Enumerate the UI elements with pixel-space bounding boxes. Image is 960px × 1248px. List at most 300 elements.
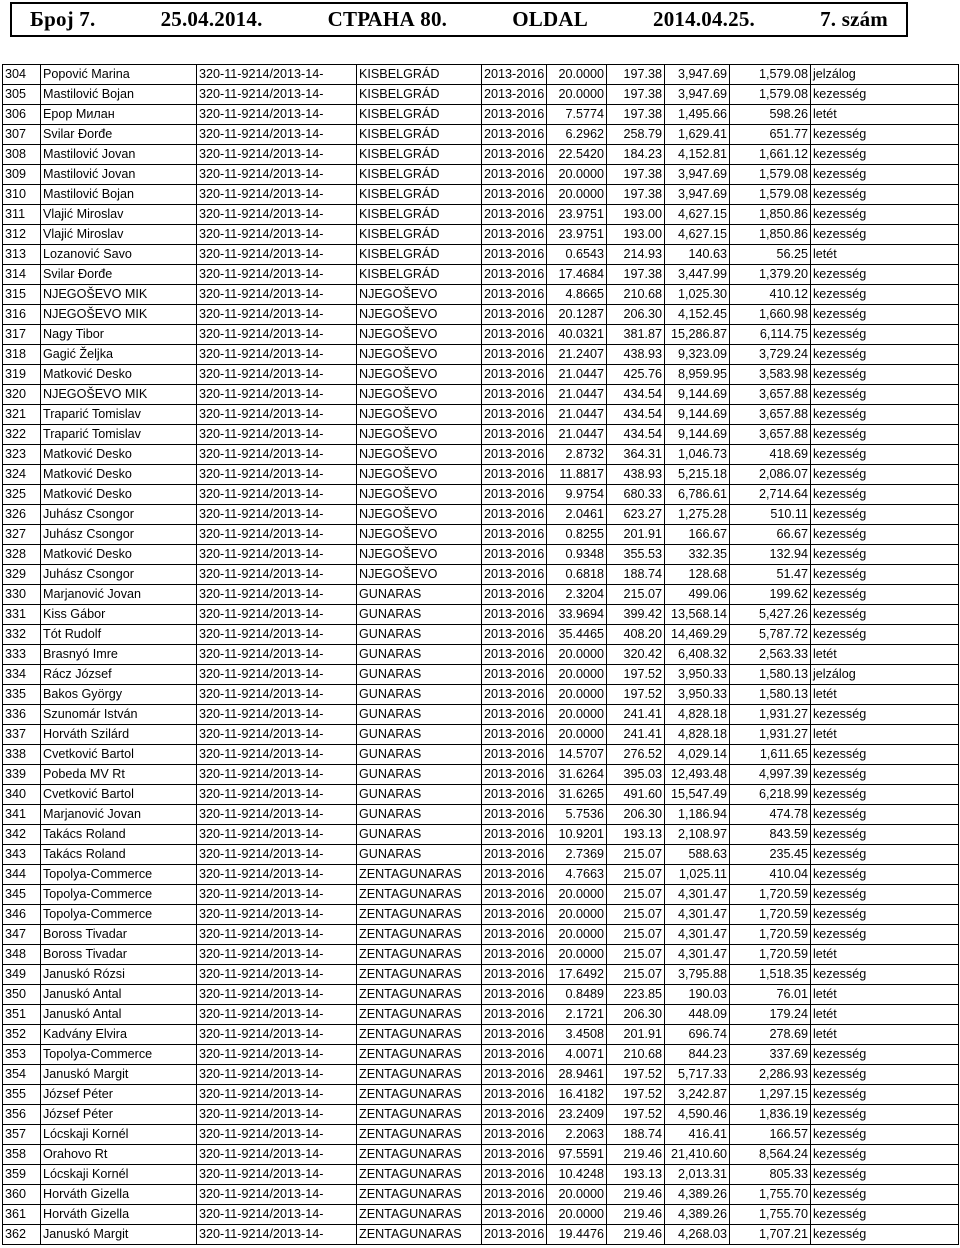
cadastral-area: ZENTAGUNARAS bbox=[357, 1085, 482, 1105]
owner-name: Matković Desko bbox=[41, 445, 197, 465]
case-number: 320-11-9214/2013-14- bbox=[197, 1225, 357, 1245]
deposit-amount: 66.67 bbox=[730, 525, 811, 545]
owner-name: Matković Desko bbox=[41, 465, 197, 485]
case-number: 320-11-9214/2013-14- bbox=[197, 485, 357, 505]
total-amount: 2,013.31 bbox=[665, 1165, 730, 1185]
lease-period: 2013-2016 bbox=[482, 1105, 547, 1125]
owner-name: Takács Roland bbox=[41, 825, 197, 845]
row-number: 349 bbox=[3, 965, 41, 985]
row-number: 339 bbox=[3, 765, 41, 785]
owner-name: Ерор Милан bbox=[41, 105, 197, 125]
cadastral-area: ZENTAGUNARAS bbox=[357, 1045, 482, 1065]
case-number: 320-11-9214/2013-14- bbox=[197, 1205, 357, 1225]
lease-period: 2013-2016 bbox=[482, 665, 547, 685]
area-value: 40.0321 bbox=[547, 325, 607, 345]
cadastral-area: NJEGOŠEVO bbox=[357, 325, 482, 345]
row-number: 357 bbox=[3, 1125, 41, 1145]
area-value: 2.0461 bbox=[547, 505, 607, 525]
guarantee-type: letét bbox=[811, 725, 959, 745]
row-number: 360 bbox=[3, 1185, 41, 1205]
table-row bbox=[3, 65, 959, 85]
area-value: 2.3204 bbox=[547, 585, 607, 605]
deposit-amount: 166.57 bbox=[730, 1125, 811, 1145]
case-number: 320-11-9214/2013-14- bbox=[197, 985, 357, 1005]
area-value: 2.8732 bbox=[547, 445, 607, 465]
guarantee-type: kezesség bbox=[811, 445, 959, 465]
total-amount: 15,547.49 bbox=[665, 785, 730, 805]
unit-price: 197.52 bbox=[607, 1105, 665, 1125]
table-row bbox=[3, 1125, 959, 1145]
case-number: 320-11-9214/2013-14- bbox=[197, 1065, 357, 1085]
total-amount: 5,215.18 bbox=[665, 465, 730, 485]
owner-name: Matković Desko bbox=[41, 545, 197, 565]
owner-name: Marjanović Jovan bbox=[41, 585, 197, 605]
lease-period: 2013-2016 bbox=[482, 1165, 547, 1185]
lease-period: 2013-2016 bbox=[482, 965, 547, 985]
total-amount: 12,493.48 bbox=[665, 765, 730, 785]
row-number: 353 bbox=[3, 1045, 41, 1065]
area-value: 21.2407 bbox=[547, 345, 607, 365]
total-amount: 3,947.69 bbox=[665, 65, 730, 85]
issue-number-hu: 7. szám bbox=[820, 7, 888, 31]
area-value: 20.0000 bbox=[547, 685, 607, 705]
unit-price: 434.54 bbox=[607, 405, 665, 425]
total-amount: 1,025.30 bbox=[665, 285, 730, 305]
unit-price: 197.38 bbox=[607, 185, 665, 205]
table-row bbox=[3, 465, 959, 485]
owner-name: Matković Desko bbox=[41, 365, 197, 385]
case-number: 320-11-9214/2013-14- bbox=[197, 325, 357, 345]
area-value: 16.4182 bbox=[547, 1085, 607, 1105]
lease-period: 2013-2016 bbox=[482, 105, 547, 125]
unit-price: 197.38 bbox=[607, 85, 665, 105]
table-row bbox=[3, 705, 959, 725]
unit-price: 188.74 bbox=[607, 1125, 665, 1145]
total-amount: 140.63 bbox=[665, 245, 730, 265]
area-value: 31.6265 bbox=[547, 785, 607, 805]
owner-name: Rácz József bbox=[41, 665, 197, 685]
total-amount: 1,629.41 bbox=[665, 125, 730, 145]
total-amount: 6,786.61 bbox=[665, 485, 730, 505]
owner-name: Brasnyó Imre bbox=[41, 645, 197, 665]
deposit-amount: 410.04 bbox=[730, 865, 811, 885]
table-row bbox=[3, 965, 959, 985]
lease-period: 2013-2016 bbox=[482, 265, 547, 285]
guarantee-type: letét bbox=[811, 1005, 959, 1025]
area-value: 20.0000 bbox=[547, 905, 607, 925]
area-value: 3.4508 bbox=[547, 1025, 607, 1045]
unit-price: 197.52 bbox=[607, 1085, 665, 1105]
total-amount: 14,469.29 bbox=[665, 625, 730, 645]
table-row bbox=[3, 1165, 959, 1185]
owner-name: Topolya-Commerce bbox=[41, 865, 197, 885]
deposit-amount: 1,580.13 bbox=[730, 665, 811, 685]
guarantee-type: kezesség bbox=[811, 905, 959, 925]
row-number: 328 bbox=[3, 545, 41, 565]
area-value: 20.0000 bbox=[547, 705, 607, 725]
row-number: 341 bbox=[3, 805, 41, 825]
unit-price: 219.46 bbox=[607, 1205, 665, 1225]
unit-price: 219.46 bbox=[607, 1225, 665, 1245]
area-value: 2.1721 bbox=[547, 1005, 607, 1025]
deposit-amount: 410.12 bbox=[730, 285, 811, 305]
total-amount: 4,627.15 bbox=[665, 205, 730, 225]
lease-period: 2013-2016 bbox=[482, 1205, 547, 1225]
cadastral-area: GUNARAS bbox=[357, 725, 482, 745]
total-amount: 9,144.69 bbox=[665, 425, 730, 445]
lease-period: 2013-2016 bbox=[482, 405, 547, 425]
issue-date-sr: 25.04.2014. bbox=[160, 7, 263, 31]
case-number: 320-11-9214/2013-14- bbox=[197, 385, 357, 405]
row-number: 350 bbox=[3, 985, 41, 1005]
unit-price: 215.07 bbox=[607, 585, 665, 605]
lease-period: 2013-2016 bbox=[482, 525, 547, 545]
lease-period: 2013-2016 bbox=[482, 325, 547, 345]
unit-price: 197.52 bbox=[607, 1065, 665, 1085]
table-row bbox=[3, 105, 959, 125]
owner-name: Mastilović Jovan bbox=[41, 145, 197, 165]
unit-price: 491.60 bbox=[607, 785, 665, 805]
case-number: 320-11-9214/2013-14- bbox=[197, 1005, 357, 1025]
case-number: 320-11-9214/2013-14- bbox=[197, 785, 357, 805]
row-number: 306 bbox=[3, 105, 41, 125]
row-number: 338 bbox=[3, 745, 41, 765]
total-amount: 416.41 bbox=[665, 1125, 730, 1145]
owner-name: Svilar Đorđe bbox=[41, 125, 197, 145]
case-number: 320-11-9214/2013-14- bbox=[197, 85, 357, 105]
case-number: 320-11-9214/2013-14- bbox=[197, 505, 357, 525]
deposit-amount: 179.24 bbox=[730, 1005, 811, 1025]
guarantee-type: letét bbox=[811, 245, 959, 265]
deposit-amount: 1,931.27 bbox=[730, 705, 811, 725]
lease-period: 2013-2016 bbox=[482, 1045, 547, 1065]
table-row bbox=[3, 285, 959, 305]
table-row bbox=[3, 305, 959, 325]
case-number: 320-11-9214/2013-14- bbox=[197, 305, 357, 325]
owner-name: Januskó Margit bbox=[41, 1065, 197, 1085]
cadastral-area: KISBELGRÁD bbox=[357, 165, 482, 185]
area-value: 21.0447 bbox=[547, 365, 607, 385]
total-amount: 13,568.14 bbox=[665, 605, 730, 625]
unit-price: 438.93 bbox=[607, 345, 665, 365]
area-value: 97.5591 bbox=[547, 1145, 607, 1165]
owner-name: Kadvány Elvira bbox=[41, 1025, 197, 1045]
row-number: 344 bbox=[3, 865, 41, 885]
lease-period: 2013-2016 bbox=[482, 85, 547, 105]
case-number: 320-11-9214/2013-14- bbox=[197, 565, 357, 585]
table-row bbox=[3, 1105, 959, 1125]
area-value: 23.9751 bbox=[547, 205, 607, 225]
owner-name: Traparić Tomislav bbox=[41, 405, 197, 425]
cadastral-area: ZENTAGUNARAS bbox=[357, 1105, 482, 1125]
lease-period: 2013-2016 bbox=[482, 945, 547, 965]
total-amount: 3,950.33 bbox=[665, 665, 730, 685]
case-number: 320-11-9214/2013-14- bbox=[197, 965, 357, 985]
lease-period: 2013-2016 bbox=[482, 625, 547, 645]
guarantee-type: kezesség bbox=[811, 785, 959, 805]
guarantee-type: kezesség bbox=[811, 485, 959, 505]
case-number: 320-11-9214/2013-14- bbox=[197, 885, 357, 905]
cadastral-area: GUNARAS bbox=[357, 685, 482, 705]
deposit-amount: 1,579.08 bbox=[730, 85, 811, 105]
guarantee-type: kezesség bbox=[811, 465, 959, 485]
lease-period: 2013-2016 bbox=[482, 705, 547, 725]
owner-name: Cvetković Bartol bbox=[41, 785, 197, 805]
case-number: 320-11-9214/2013-14- bbox=[197, 645, 357, 665]
table-row bbox=[3, 565, 959, 585]
deposit-amount: 6,114.75 bbox=[730, 325, 811, 345]
lease-period: 2013-2016 bbox=[482, 245, 547, 265]
cadastral-area: GUNARAS bbox=[357, 825, 482, 845]
cadastral-area: KISBELGRÁD bbox=[357, 265, 482, 285]
guarantee-type: kezesség bbox=[811, 705, 959, 725]
lease-period: 2013-2016 bbox=[482, 285, 547, 305]
area-value: 0.6818 bbox=[547, 565, 607, 585]
unit-price: 258.79 bbox=[607, 125, 665, 145]
deposit-amount: 5,787.72 bbox=[730, 625, 811, 645]
row-number: 329 bbox=[3, 565, 41, 585]
total-amount: 4,301.47 bbox=[665, 925, 730, 945]
deposit-amount: 2,286.93 bbox=[730, 1065, 811, 1085]
total-amount: 696.74 bbox=[665, 1025, 730, 1045]
cadastral-area: ZENTAGUNARAS bbox=[357, 1125, 482, 1145]
guarantee-type: letét bbox=[811, 105, 959, 125]
case-number: 320-11-9214/2013-14- bbox=[197, 125, 357, 145]
row-number: 333 bbox=[3, 645, 41, 665]
owner-name: Horváth Szilárd bbox=[41, 725, 197, 745]
deposit-amount: 1,755.70 bbox=[730, 1185, 811, 1205]
lease-period: 2013-2016 bbox=[482, 225, 547, 245]
table-row bbox=[3, 845, 959, 865]
unit-price: 215.07 bbox=[607, 865, 665, 885]
cadastral-area: GUNARAS bbox=[357, 785, 482, 805]
deposit-amount: 1,611.65 bbox=[730, 745, 811, 765]
cadastral-area: NJEGOŠEVO bbox=[357, 505, 482, 525]
total-amount: 332.35 bbox=[665, 545, 730, 565]
deposit-amount: 1,755.70 bbox=[730, 1205, 811, 1225]
owner-name: Marjanović Jovan bbox=[41, 805, 197, 825]
unit-price: 434.54 bbox=[607, 425, 665, 445]
lease-period: 2013-2016 bbox=[482, 425, 547, 445]
row-number: 320 bbox=[3, 385, 41, 405]
cadastral-area: NJEGOŠEVO bbox=[357, 445, 482, 465]
unit-price: 399.42 bbox=[607, 605, 665, 625]
unit-price: 201.91 bbox=[607, 525, 665, 545]
unit-price: 193.13 bbox=[607, 1165, 665, 1185]
records-table bbox=[2, 64, 959, 1245]
owner-name: Topolya-Commerce bbox=[41, 905, 197, 925]
lease-period: 2013-2016 bbox=[482, 345, 547, 365]
area-value: 20.0000 bbox=[547, 925, 607, 945]
lease-period: 2013-2016 bbox=[482, 65, 547, 85]
lease-period: 2013-2016 bbox=[482, 685, 547, 705]
owner-name: Januskó Margit bbox=[41, 1225, 197, 1245]
issue-number-sr: Број 7. bbox=[30, 7, 96, 31]
case-number: 320-11-9214/2013-14- bbox=[197, 105, 357, 125]
cadastral-area: ZENTAGUNARAS bbox=[357, 905, 482, 925]
case-number: 320-11-9214/2013-14- bbox=[197, 685, 357, 705]
table-row bbox=[3, 945, 959, 965]
unit-price: 241.41 bbox=[607, 725, 665, 745]
row-number: 343 bbox=[3, 845, 41, 865]
table-row bbox=[3, 805, 959, 825]
case-number: 320-11-9214/2013-14- bbox=[197, 925, 357, 945]
area-value: 9.9754 bbox=[547, 485, 607, 505]
case-number: 320-11-9214/2013-14- bbox=[197, 605, 357, 625]
guarantee-type: kezesség bbox=[811, 1225, 959, 1245]
case-number: 320-11-9214/2013-14- bbox=[197, 1185, 357, 1205]
deposit-amount: 1,661.12 bbox=[730, 145, 811, 165]
owner-name: Horváth Gizella bbox=[41, 1185, 197, 1205]
deposit-amount: 1,579.08 bbox=[730, 65, 811, 85]
table-row bbox=[3, 925, 959, 945]
cadastral-area: NJEGOŠEVO bbox=[357, 525, 482, 545]
row-number: 327 bbox=[3, 525, 41, 545]
cadastral-area: NJEGOŠEVO bbox=[357, 365, 482, 385]
page-header bbox=[10, 2, 908, 37]
cadastral-area: ZENTAGUNARAS bbox=[357, 865, 482, 885]
unit-price: 197.52 bbox=[607, 685, 665, 705]
cadastral-area: ZENTAGUNARAS bbox=[357, 885, 482, 905]
case-number: 320-11-9214/2013-14- bbox=[197, 525, 357, 545]
row-number: 321 bbox=[3, 405, 41, 425]
case-number: 320-11-9214/2013-14- bbox=[197, 345, 357, 365]
area-value: 28.9461 bbox=[547, 1065, 607, 1085]
unit-price: 206.30 bbox=[607, 805, 665, 825]
deposit-amount: 1,850.86 bbox=[730, 225, 811, 245]
lease-period: 2013-2016 bbox=[482, 365, 547, 385]
lease-period: 2013-2016 bbox=[482, 485, 547, 505]
row-number: 355 bbox=[3, 1085, 41, 1105]
table-row bbox=[3, 385, 959, 405]
total-amount: 3,947.69 bbox=[665, 165, 730, 185]
deposit-amount: 598.26 bbox=[730, 105, 811, 125]
table-row bbox=[3, 1025, 959, 1045]
cadastral-area: ZENTAGUNARAS bbox=[357, 1205, 482, 1225]
case-number: 320-11-9214/2013-14- bbox=[197, 825, 357, 845]
cadastral-area: NJEGOŠEVO bbox=[357, 345, 482, 365]
case-number: 320-11-9214/2013-14- bbox=[197, 465, 357, 485]
unit-price: 381.87 bbox=[607, 325, 665, 345]
lease-period: 2013-2016 bbox=[482, 1025, 547, 1045]
cadastral-area: KISBELGRÁD bbox=[357, 145, 482, 165]
guarantee-type: kezesség bbox=[811, 585, 959, 605]
deposit-amount: 1,707.21 bbox=[730, 1225, 811, 1245]
unit-price: 320.42 bbox=[607, 645, 665, 665]
owner-name: Mastilović Bojan bbox=[41, 185, 197, 205]
owner-name: Januskó Antal bbox=[41, 985, 197, 1005]
cadastral-area: ZENTAGUNARAS bbox=[357, 1005, 482, 1025]
lease-period: 2013-2016 bbox=[482, 865, 547, 885]
cadastral-area: KISBELGRÁD bbox=[357, 225, 482, 245]
guarantee-type: kezesség bbox=[811, 505, 959, 525]
guarantee-type: kezesség bbox=[811, 565, 959, 585]
lease-period: 2013-2016 bbox=[482, 465, 547, 485]
guarantee-type: letét bbox=[811, 685, 959, 705]
case-number: 320-11-9214/2013-14- bbox=[197, 1165, 357, 1185]
area-value: 4.7663 bbox=[547, 865, 607, 885]
cadastral-area: NJEGOŠEVO bbox=[357, 565, 482, 585]
table-row bbox=[3, 605, 959, 625]
total-amount: 3,947.69 bbox=[665, 85, 730, 105]
deposit-amount: 2,086.07 bbox=[730, 465, 811, 485]
total-amount: 1,046.73 bbox=[665, 445, 730, 465]
issue-date-hu: 2014.04.25. bbox=[653, 7, 755, 31]
deposit-amount: 1,720.59 bbox=[730, 885, 811, 905]
table-row bbox=[3, 165, 959, 185]
total-amount: 6,408.32 bbox=[665, 645, 730, 665]
deposit-amount: 51.47 bbox=[730, 565, 811, 585]
owner-name: Lócskaji Kornél bbox=[41, 1165, 197, 1185]
cadastral-area: ZENTAGUNARAS bbox=[357, 965, 482, 985]
area-value: 20.1287 bbox=[547, 305, 607, 325]
case-number: 320-11-9214/2013-14- bbox=[197, 1025, 357, 1045]
lease-period: 2013-2016 bbox=[482, 645, 547, 665]
table-row bbox=[3, 585, 959, 605]
owner-name: József Péter bbox=[41, 1085, 197, 1105]
row-number: 335 bbox=[3, 685, 41, 705]
row-number: 308 bbox=[3, 145, 41, 165]
unit-price: 210.68 bbox=[607, 285, 665, 305]
cadastral-area: GUNARAS bbox=[357, 805, 482, 825]
case-number: 320-11-9214/2013-14- bbox=[197, 205, 357, 225]
guarantee-type: kezesség bbox=[811, 865, 959, 885]
area-value: 33.9694 bbox=[547, 605, 607, 625]
guarantee-type: jelzálog bbox=[811, 65, 959, 85]
lease-period: 2013-2016 bbox=[482, 585, 547, 605]
row-number: 351 bbox=[3, 1005, 41, 1025]
total-amount: 4,029.14 bbox=[665, 745, 730, 765]
total-amount: 3,950.33 bbox=[665, 685, 730, 705]
case-number: 320-11-9214/2013-14- bbox=[197, 625, 357, 645]
area-value: 20.0000 bbox=[547, 85, 607, 105]
table-row bbox=[3, 865, 959, 885]
page-number-sr: СТРАНА 80. bbox=[327, 7, 448, 31]
guarantee-type: kezesség bbox=[811, 185, 959, 205]
cadastral-area: NJEGOŠEVO bbox=[357, 405, 482, 425]
row-number: 336 bbox=[3, 705, 41, 725]
table-row bbox=[3, 185, 959, 205]
total-amount: 9,144.69 bbox=[665, 385, 730, 405]
deposit-amount: 56.25 bbox=[730, 245, 811, 265]
cadastral-area: ZENTAGUNARAS bbox=[357, 1145, 482, 1165]
guarantee-type: kezesség bbox=[811, 1065, 959, 1085]
table-row bbox=[3, 985, 959, 1005]
unit-price: 276.52 bbox=[607, 745, 665, 765]
owner-name: Vlajić Miroslav bbox=[41, 225, 197, 245]
unit-price: 355.53 bbox=[607, 545, 665, 565]
row-number: 311 bbox=[3, 205, 41, 225]
owner-name: Szunomár István bbox=[41, 705, 197, 725]
guarantee-type: kezesség bbox=[811, 525, 959, 545]
table-row bbox=[3, 885, 959, 905]
guarantee-type: kezesség bbox=[811, 345, 959, 365]
area-value: 0.6543 bbox=[547, 245, 607, 265]
unit-price: 197.38 bbox=[607, 105, 665, 125]
cadastral-area: KISBELGRÁD bbox=[357, 245, 482, 265]
deposit-amount: 76.01 bbox=[730, 985, 811, 1005]
guarantee-type: kezesség bbox=[811, 745, 959, 765]
lease-period: 2013-2016 bbox=[482, 985, 547, 1005]
area-value: 7.5774 bbox=[547, 105, 607, 125]
case-number: 320-11-9214/2013-14- bbox=[197, 165, 357, 185]
table-row bbox=[3, 365, 959, 385]
case-number: 320-11-9214/2013-14- bbox=[197, 585, 357, 605]
deposit-amount: 132.94 bbox=[730, 545, 811, 565]
guarantee-type: kezesség bbox=[811, 205, 959, 225]
row-number: 304 bbox=[3, 65, 41, 85]
case-number: 320-11-9214/2013-14- bbox=[197, 845, 357, 865]
